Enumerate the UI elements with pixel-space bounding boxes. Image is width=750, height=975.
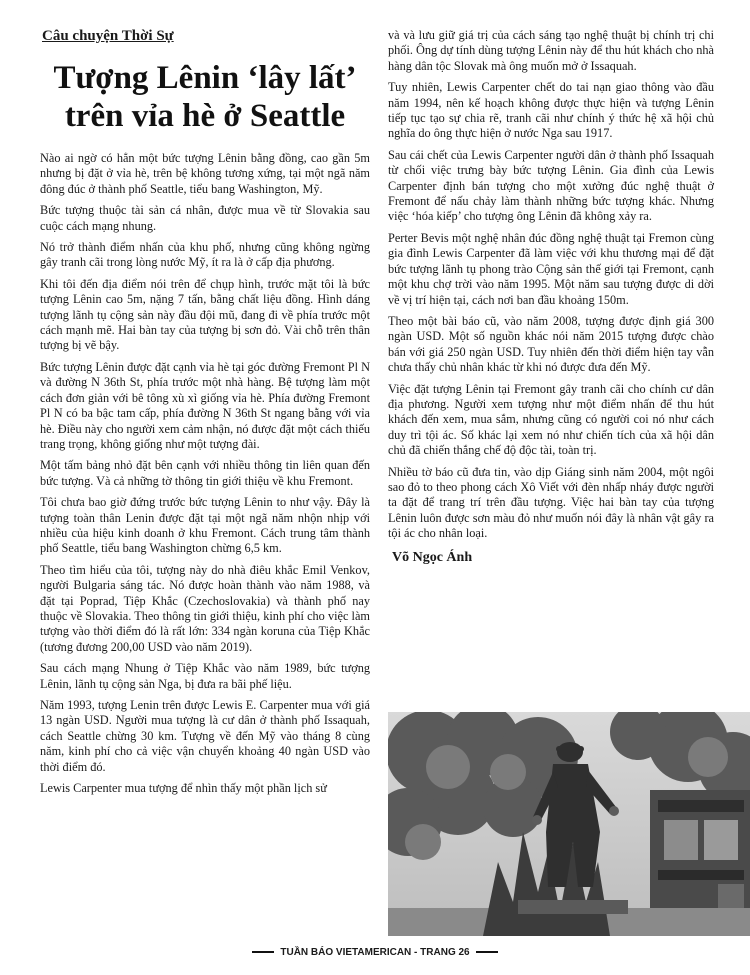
footer-rule-right xyxy=(476,951,498,953)
body-paragraph: Tôi chưa bao giờ đứng trước bức tượng Lênin to như vậy. Đây là tượng toàn thân Lenin được đặt tại một ngã năm nhộn nhịp với nhiều của hiệu kinh doanh ở khu Fremont. Cách trung tâm thành phố Seattle, tiểu bang Washington chừng 6,5 km. xyxy=(40,495,370,556)
body-paragraph: Sau cái chết của Lewis Carpenter người dân ở thành phố Issaquah từ chối việc trưng bày bức tượng Lênin. Gia đình của Lewis Carpenter định bán tượng cho một xưởng đúc nghệ thuật ở Fremont để nấu chảy làm thành những bức tượng khác. Nhưng việc ‘hóa kiếp’ cho tượng ông Lênin đã không xảy ra. xyxy=(388,147,714,224)
body-paragraph: Theo tìm hiểu của tôi, tượng này do nhà điêu khắc Emil Venkov, người Bulgaria sáng tác. Nó được hoàn thành vào năm 1988, và đặt tại Poprad, Tiệp Khắc (Czechoslovakia) và thành phố nay thuộc về Slovakia. Theo thông tin giới thiệu, kinh phí cho việc làm tượng vào thời điểm đó là rất lớn: 334 ngàn koruna của Tiệp Khắc (tương đương 200,00 USD vào năm 2019). xyxy=(40,562,370,654)
body-paragraph: Năm 1993, tượng Lenin trên được Lewis E. Carpenter mua với giá 13 ngàn USD. Người mua tượng là cư dân ở thành phố Issaquah, cách Seattle chừng 30 km. Tượng về đến Mỹ vào tháng 8 cùng năm, kinh phí cho cả việc vận chuyển khoảng 40 ngàn USD vào thời điểm đó. xyxy=(40,698,370,774)
author-byline: Võ Ngọc Ánh xyxy=(392,549,473,565)
body-paragraph: Bức tượng thuộc tài sản cá nhân, được mua về từ Slovakia sau cuộc cách mạng nhung. xyxy=(40,203,370,233)
headline xyxy=(40,59,370,135)
body-paragraph: Perter Bevis một nghệ nhân đúc đồng nghệ thuật tại Fremon cùng gia đình Lewis Carpenter đã làm việc với khu thương mại để đặt bức tượng lãnh tụ phong trào Cộng sản thế giới tại Fremont, cạnh một khu chợ trời vào năm 1995. Một năm sau tượng được di dời về vị trí hiện tại, cách nơi ban đầu khoảng 150m. xyxy=(388,230,714,307)
body-paragraph: Tuy nhiên, Lewis Carpenter chết do tai nạn giao thông vào đầu năm 1994, nên kế hoạch không được thực hiện và tượng Lênin tiếp tục tạo sự chia rẽ, tranh cãi như chính ý thức hệ xã hội chủ nghĩa do ông thực hiện ở nước Nga sau 1917. xyxy=(388,80,714,141)
body-paragraph: Việc đặt tượng Lênin tại Fremont gây tranh cãi cho chính cư dân địa phương. Người xem tượng như một điểm nhấn để thu hút khách đến xem, mua sắm, nhưng cũng có người coi nó như cách duy trì tội ác. Số khác lại xem nó như chiến tích của xã hội dân chủ đã chiến thắng chế độ độc tài, toàn trị. xyxy=(388,381,714,458)
body-paragraph: Nhiều tờ báo cũ đưa tin, vào dịp Giáng sinh năm 2004, một ngôi sao đỏ to theo phong cách Xô Viết với đèn nhấp nháy được người ta đặt để trang trí trên đầu tượng. Việc hai bàn tay của tượng Lênin luôn được sơn màu đỏ như muốn nói đây là nhân vật gây ra tội ác cho nhân loại. xyxy=(388,464,714,541)
right-column xyxy=(388,28,714,566)
footer-rule-left xyxy=(252,951,274,953)
statue-photo-illustration xyxy=(388,712,750,936)
headline-line-2: trên vỉa hè ở Seattle xyxy=(64,98,346,134)
page-footer xyxy=(0,942,750,962)
left-column xyxy=(40,28,370,802)
body-paragraph: Theo một bài báo cũ, vào năm 2008, tượng được định giá 300 ngàn USD. Một số nguồn khác nói năm 2015 tượng được chào bán với giá 250 ngàn USD. Tuy nhiên đến thời điểm hiện tay vẫn chưa thấy chủ nhân khác từ khi nó được đưa đến Mỹ. xyxy=(388,313,714,375)
body-paragraph: Khi tôi đến địa điểm nói trên để chụp hình, trước mặt tôi là bức tượng Lênin cao 5m, nặng 7 tấn, bằng chất liệu đồng. Hình dáng tượng lãnh tụ cộng sản này đầu đội mũ, đang đi về phía trước một cách mạnh mẽ. Hai bàn tay của tượng bị sơn đỏ. Vài chỗ trên thân tượng bị vẽ bậy. xyxy=(40,276,370,353)
body-paragraph: Nào ai ngờ có hẳn một bức tượng Lênin bằng đồng, cao gần 5m nhưng bị đặt ở vỉa hè, trên bệ không tương xứng, tại một ngã năm đông đúc ở thành phố Seattle, tiểu bang Washington, Mỹ. xyxy=(40,151,370,196)
body-paragraph: Nó trở thành điểm nhấn của khu phố, nhưng cũng không ngừng gây tranh cãi trong lòng nước Mỹ, ít ra là ở cấp địa phương. xyxy=(40,240,370,270)
section-label: Câu chuyện Thời Sự xyxy=(42,28,174,44)
headline-line-1: Tượng Lênin ‘lây lất’ xyxy=(53,60,357,96)
footer-text: TUẦN BÁO VIETAMERICAN - TRANG 26 xyxy=(280,946,470,958)
body-paragraph: Lewis Carpenter mua tượng để nhìn thấy một phần lịch sử xyxy=(40,781,327,796)
body-paragraph: Bức tượng Lênin được đặt cạnh vỉa hè tại góc đường Fremont Pl N và đường N 36th St, phía trước một nhà hàng. Bệ tượng làm một cách đơn giản với bê tông xù xì giống vỉa hè. Phía đường Fremont Pl N có ba bậc tam cấp, phía đường N 36th St ngang bằng với vỉa hè. Điều này cho người xem cảm nhận, nó được đặt một cách thiếu trang trọng, không giống như một tượng đài. xyxy=(40,359,370,451)
body-paragraph: Sau cách mạng Nhung ở Tiệp Khắc vào năm 1989, bức tượng Lênin, lãnh tụ cộng sản Nga, bị đưa ra bãi phế liệu. xyxy=(40,661,370,691)
body-paragraph: Một tấm bảng nhỏ đặt bên cạnh với nhiều thông tin liên quan đến bức tượng. Và cả những tờ thông tin giới thiệu về khu Fremont. xyxy=(40,458,370,488)
lenin-statue-photo xyxy=(388,712,750,936)
body-paragraph: và và lưu giữ giá trị của cách sáng tạo nghệ thuật bị chính trị chi phối. Ông dự tính dùng tượng Lênin này để thu hút khách cho nhà hàng dân tộc Slovak mà ông muốn mở ở Issaquah. xyxy=(388,28,714,73)
